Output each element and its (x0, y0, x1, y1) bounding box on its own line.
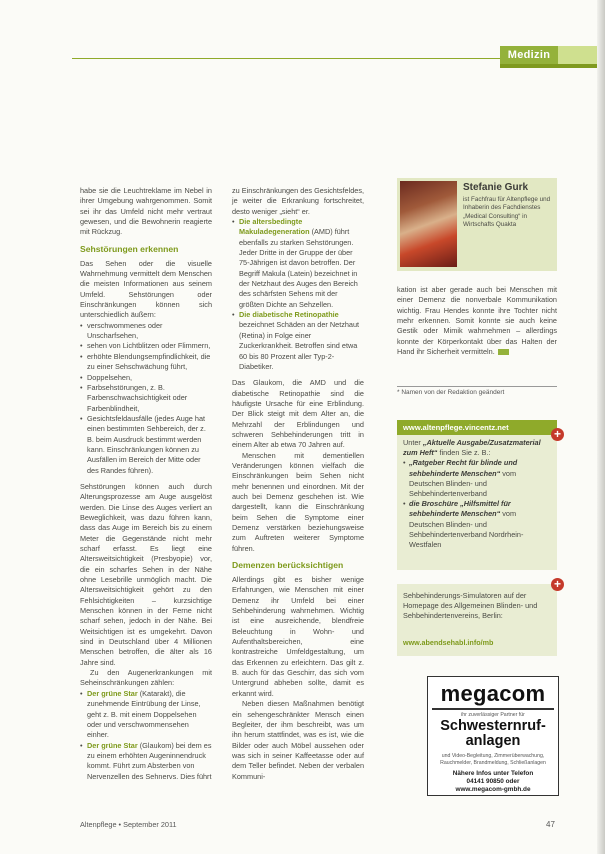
section-tab: Medizin (500, 46, 558, 64)
ad-contact (428, 770, 558, 793)
resource-title: „Ratgeber Recht für blinde und sehbehinderte Menschen“ (409, 458, 518, 478)
subheading-sehstoerungen: Sehstörungen erkennen (80, 243, 179, 254)
header-rule (72, 58, 500, 59)
author-bio: ist Fachfrau für Altenpflege und Inhaberin des Fachdienstes „Medical Consulting“ in Wirtschafts Quakta (463, 196, 551, 228)
resource-source: vom Deutschen Blinden- und Sehbehindertenverband (409, 468, 517, 499)
term: Der grüne Star (87, 740, 138, 750)
megacom-logo: megacom (440, 681, 546, 706)
term-text: (Glaukom) bei dem es zu einem erhöhten Augeninnendruck kommt. Führt zum Absterben von Nervenzellen des Sehnervs. Dies führt (87, 740, 212, 781)
ad-phone: 04141 90850 oder (466, 777, 520, 785)
article-column-3 (397, 285, 557, 357)
ad-tagline: ihr zuverlässiger Partner für (461, 712, 525, 718)
online-info-body (403, 438, 551, 550)
paragraph: Menschen mit dementiellen Veränderungen können vielfach die Einschränkungen beim Sehen nicht mehr benennen und einordnen. Mit der auch bei Demenz geschehen ist. Wie dargestellt, kann die Einschränkung beim Sehen die Symptome einer Demenz verstärken beziehungsweise zum Auftreten weiterer Symptome führen. (232, 450, 364, 553)
list-item: • verschwommenes oder Unscharfsehen, (80, 321, 212, 342)
simulator-box (397, 584, 557, 656)
symptom-list (80, 321, 212, 476)
list-item (80, 741, 212, 782)
list-item: • Farbsehstörungen, z. B. Farbenschwachsichtigkeit oder Farbenblindheit, (80, 383, 212, 414)
list-item: • Gesichtsfeldausfälle (jedes Auge hat einen bestimmten Sehbereich, der z. B. beim Ausdruck bestimmt werden kann. Einschränkungen können zu Ausfällen im Bereich der Mitte oder des Randes führen). (80, 414, 212, 476)
editor-note: * Namen von der Redaktion geändert (397, 386, 557, 396)
ad-contact-line: Nähere Infos unter Telefon (452, 770, 534, 777)
list-item (232, 217, 364, 310)
paragraph-text: kation ist aber gerade auch bei Menschen mit einer Demenz die nonverbale Kommunikation wichtig. Frau Hendes konnte ihre Tochter nicht mehr erkennen. Somit konnte sie auch keine Gestik oder Mimik wahrnehmen – allerdings konnte der Körperkontakt über das Halten der Hand ihr Sicherheit vermitteln. (397, 285, 557, 357)
list-item (80, 689, 212, 741)
resource-source: vom Deutschen Blinden- und Sehbehindertenverband Nordrhein-Westfalen (409, 509, 524, 550)
paragraph: Zu den Augenerkrankungen mit Seheinschränkungen zählen: (80, 668, 212, 688)
disease-list-continued (232, 217, 364, 372)
list-item (403, 458, 551, 499)
ad-website[interactable]: www.megacom-gmbh.de (455, 785, 531, 793)
paragraph: Sehstörungen können auch durch Alterungsprozesse am Auge ausgelöst werden. Die Linse des Auges verliert an Beweglichkeit, was dazu führen kann, dass das Auge im Bereich bis zu einem Meter die Gegenstände nicht mehr scharf erfasst. Es liegt eine Altersweitsichtigkeit (Presbyopie) vor, die ein scharfes Sehen in der Nähe ohne Lesebrille unmöglich macht. Die Altersweitsichtigkeit gehört zu den Fehlsichtigkeiten – kurzsichtige Menschen können in der Ferne nicht scharf sehen, jedoch in der Nähe. Bei Weitsichtigen ist es umgekehrt. Davon sind in Deutschland über 4 Millionen Menschen betroffen, die älter als 16 Jahre sind. (80, 481, 212, 667)
simulator-link[interactable]: www.abendsehabl.info/mb (403, 638, 494, 647)
online-info-intro (403, 438, 551, 458)
article-column-1 (80, 186, 212, 782)
online-url[interactable]: www.altenpflege.vincentz.net (397, 420, 557, 435)
list-item: • erhöhte Blendungsempfindlichkeit, die zu einer Sehschwächung führt, (80, 352, 212, 373)
article-column-2 (232, 186, 364, 782)
author-name: Stefanie Gurk (463, 182, 529, 193)
logo-underline (432, 708, 554, 710)
list-item (232, 310, 364, 372)
term-text: (Katarakt), die zunehmende Eintrübung der Linse, geht z. B. mit einem Doppelsehen oder und verschwommensehen einher. (87, 688, 201, 740)
term: Die diabetische Retinopathie (239, 310, 339, 320)
intro-bold: „Aktuelle Ausgabe/Zusatzmaterial zum Heft“ (403, 438, 541, 458)
term: Der grüne Star (87, 688, 138, 698)
term-text: bezeichnet Schäden an der Netzhaut (Retina) in Folge einer Zuckerkrankheit. Betroffen sind etwa 60 bis 80 Prozent aller Typ-2-Diabetiker. (239, 320, 360, 371)
plus-icon: + (551, 578, 564, 591)
page-edge-shadow (597, 0, 605, 854)
paragraph: Allerdings gibt es bisher wenige Erfahrungen, wie Menschen mit einer Demenz ihr Umfeld bei einer Sehbehinderung wahrnehmen. Wichtig ist eine ausreichende, blendfreie Beleuchtung in Wohn- und Aufenthaltsbereichen, eine kontrastreiche Umfeldgestaltung, um das Erkennen zu erleichtern. Das gilt z. B. auch für das Geschirr, das sich vom Untergrund abheben sollte, damit es erkannt wird. (232, 575, 364, 698)
plus-icon: + (551, 428, 564, 441)
paragraph: Das Sehen oder die visuelle Wahrnehmung vermittelt dem Menschen die meisten Informationen aus seinem Umfeld. Sehstörungen oder Einschränkungen können sich unterschiedlich äußern: (80, 258, 212, 320)
term-text: (AMD) führt ebenfalls zu starken Sehstörungen. Jeder Dritte in der Gruppe der über 75-Jährigen ist davon betroffen. Der Begriff Makula (Latein) bezeichnet in der Netzhaut des Auges den Bereich des schärfsten Sehens mit der größten Dichte an Sehzellen. (239, 227, 358, 309)
ad-features: und Video-Begleitung, Zimmerüberwachung, Rauchmelder, Brandmeldung, Schließanlagen (440, 753, 546, 766)
end-mark-icon (498, 349, 509, 355)
paragraph: zu Einschränkungen des Gesichtsfeldes, je weiter die Erkrankung fortschreitet, desto weniger „sieht“ er. (232, 186, 364, 216)
megacom-advertisement[interactable] (427, 676, 559, 796)
paragraph: Das Glaukom, die AMD und die diabetische Retinopathie sind die häufigste Ursache für eine Erblindung. Der Blick steigt mit dem Alter an, die Mehrzahl der Erblindungen und schweren Sehbehinderungen tritt in einem Alter ab etwa 70 Jahren auf. (232, 378, 364, 450)
simulator-text: Sehbehinderungs-Simulatoren auf der Homepage des Allgemeinen Blinden- und Sehbehindertenvereins, Berlin: (403, 591, 538, 621)
term: Die altersbedingte Makuladegeneration (239, 217, 310, 237)
intro-text: Unter (403, 438, 423, 447)
disease-list (80, 689, 212, 782)
page-number: 47 (546, 820, 555, 829)
section-bar (500, 64, 605, 68)
footer-issue: Altenpflege • September 2011 (80, 820, 177, 829)
online-info-box (397, 420, 557, 570)
list-item (403, 499, 551, 550)
ad-headline: Schwesternruf-anlagen (440, 718, 546, 749)
paragraph: Neben diesen Maßnahmen benötigt ein sehengeschränkter Mensch einen Begleiter, der ihm beschreibt, was um ihn herum stattfindet, was es ist, wie die Bilder oder auch Möbel aussehen oder was sich in seiner Kaffeetasse oder auf dem Teller befindet. Neben der verbalen Kommuni- (232, 699, 364, 781)
author-box (397, 178, 557, 271)
list-item: • Doppelsehen, (80, 373, 212, 383)
paragraph (397, 285, 557, 357)
resource-list (403, 458, 551, 550)
intro-text: finden Sie z. B.: (437, 448, 491, 458)
list-item: • sehen von Lichtblitzen oder Flimmern, (80, 341, 212, 351)
author-photo (400, 181, 457, 267)
resource-title: die Broschüre „Hilfsmittel für sehbehinderte Menschen“ (409, 499, 511, 519)
paragraph: habe sie die Leuchtreklame im Nebel in ihrer Umgebung wahrgenommen. Somit sei ihr das Umfeld nicht mehr vertraut gewesen, und die Bewohnerin reagierte mit Rückzug. (80, 186, 212, 237)
subheading-demenzen: Demenzen berücksichtigen (232, 560, 344, 571)
